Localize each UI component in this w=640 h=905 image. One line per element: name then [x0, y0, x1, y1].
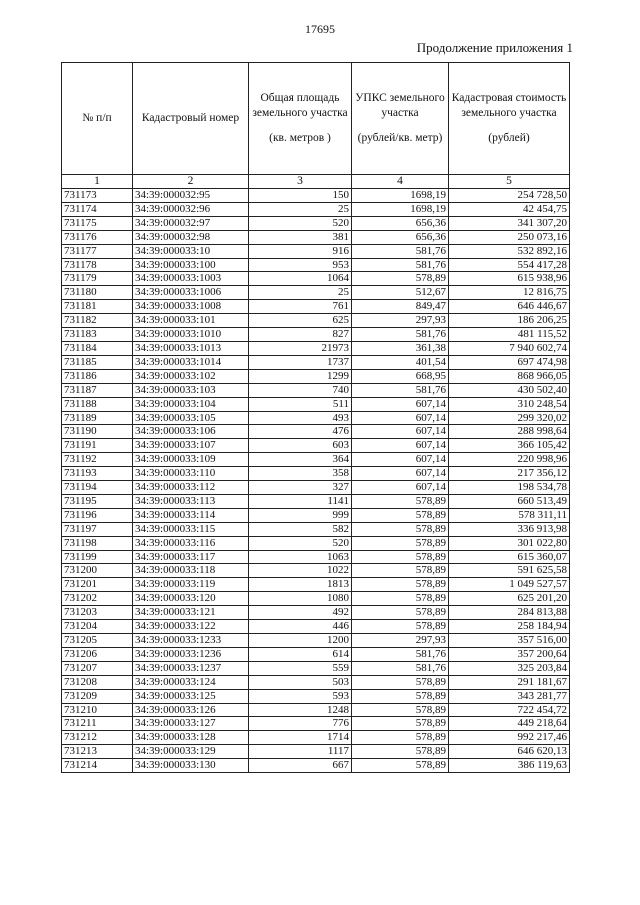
row-number-cell: 731177	[62, 244, 133, 258]
table-row	[62, 425, 570, 439]
table-row	[62, 411, 570, 425]
row-number-cell: 731193	[62, 467, 133, 481]
cadastral-number-cell: 34:39:000033:125	[133, 689, 249, 703]
row-number-cell: 731206	[62, 647, 133, 661]
area-cell: 520	[249, 536, 352, 550]
table-row	[62, 397, 570, 411]
cadastral-cost-cell: 254 728,50	[449, 189, 570, 203]
row-number-cell: 731185	[62, 355, 133, 369]
table-row	[62, 508, 570, 522]
header-upks-unit: (рублей/кв. метр)	[357, 132, 443, 144]
upks-cell: 607,14	[352, 467, 449, 481]
upks-cell: 578,89	[352, 745, 449, 759]
cadastral-cost-cell: 217 356,12	[449, 467, 570, 481]
row-number-cell: 731202	[62, 592, 133, 606]
cadastral-cost-cell: 250 073,16	[449, 230, 570, 244]
cadastral-number-cell: 34:39:000033:130	[133, 759, 249, 773]
table-row	[62, 578, 570, 592]
cadastral-cost-cell: 578 311,11	[449, 508, 570, 522]
area-cell: 358	[249, 467, 352, 481]
header-area-title: Общая площадь земельного участка	[252, 92, 348, 119]
upks-cell: 578,89	[352, 578, 449, 592]
cadastral-number-cell: 34:39:000033:114	[133, 508, 249, 522]
area-cell: 614	[249, 647, 352, 661]
cadastral-number-cell: 34:39:000033:1008	[133, 300, 249, 314]
row-number-cell: 731195	[62, 494, 133, 508]
row-number-cell: 731213	[62, 745, 133, 759]
table-row	[62, 620, 570, 634]
upks-cell: 297,93	[352, 634, 449, 648]
table-row	[62, 675, 570, 689]
cadastral-cost-cell: 554 417,28	[449, 258, 570, 272]
cadastral-cost-cell: 430 502,40	[449, 383, 570, 397]
header-row-number: № п/п	[62, 63, 133, 175]
table-row	[62, 244, 570, 258]
area-cell: 150	[249, 189, 352, 203]
area-cell: 446	[249, 620, 352, 634]
cadastral-cost-cell: 12 816,75	[449, 286, 570, 300]
upks-cell: 607,14	[352, 425, 449, 439]
upks-cell: 578,89	[352, 620, 449, 634]
upks-cell: 578,89	[352, 675, 449, 689]
area-cell: 503	[249, 675, 352, 689]
row-number-cell: 731173	[62, 189, 133, 203]
cadastral-number-cell: 34:39:000033:115	[133, 522, 249, 536]
row-number-cell: 731201	[62, 578, 133, 592]
cadastral-cost-cell: 288 998,64	[449, 425, 570, 439]
upks-cell: 578,89	[352, 522, 449, 536]
upks-cell: 581,76	[352, 647, 449, 661]
upks-cell: 578,89	[352, 592, 449, 606]
cadastral-cost-cell: 722 454,72	[449, 703, 570, 717]
area-cell: 1248	[249, 703, 352, 717]
cadastral-cost-cell: 357 200,64	[449, 647, 570, 661]
upks-cell: 578,89	[352, 731, 449, 745]
cadastral-number-cell: 34:39:000033:120	[133, 592, 249, 606]
table-row	[62, 467, 570, 481]
cadastral-number-cell: 34:39:000033:117	[133, 550, 249, 564]
table-row	[62, 355, 570, 369]
cadastral-number-cell: 34:39:000033:113	[133, 494, 249, 508]
column-number: 4	[352, 175, 449, 189]
area-cell: 1022	[249, 564, 352, 578]
table-row	[62, 550, 570, 564]
table-row	[62, 230, 570, 244]
area-cell: 381	[249, 230, 352, 244]
table-row	[62, 481, 570, 495]
row-number-cell: 731210	[62, 703, 133, 717]
cadastral-number-cell: 34:39:000033:126	[133, 703, 249, 717]
upks-cell: 581,76	[352, 661, 449, 675]
column-number: 1	[62, 175, 133, 189]
table-row	[62, 592, 570, 606]
cadastral-number-cell: 34:39:000033:124	[133, 675, 249, 689]
header-area-unit: (кв. метров )	[269, 132, 331, 144]
table-row	[62, 383, 570, 397]
upks-cell: 578,89	[352, 703, 449, 717]
row-number-cell: 731212	[62, 731, 133, 745]
row-number-cell: 731194	[62, 481, 133, 495]
area-cell: 625	[249, 314, 352, 328]
cadastral-cost-cell: 310 248,54	[449, 397, 570, 411]
row-number-cell: 731207	[62, 661, 133, 675]
cadastral-number-cell: 34:39:000032:96	[133, 202, 249, 216]
cadastral-number-cell: 34:39:000033:127	[133, 717, 249, 731]
row-number-cell: 731179	[62, 272, 133, 286]
cadastral-number-cell: 34:39:000033:129	[133, 745, 249, 759]
table-row	[62, 300, 570, 314]
upks-cell: 581,76	[352, 383, 449, 397]
upks-cell: 361,38	[352, 341, 449, 355]
table-header-row	[62, 63, 570, 175]
cadastral-cost-cell: 615 360,07	[449, 550, 570, 564]
row-number-cell: 731192	[62, 453, 133, 467]
cadastral-cost-cell: 625 201,20	[449, 592, 570, 606]
area-cell: 476	[249, 425, 352, 439]
cadastral-cost-cell: 992 217,46	[449, 731, 570, 745]
area-cell: 327	[249, 481, 352, 495]
area-cell: 21973	[249, 341, 352, 355]
upks-cell: 581,76	[352, 328, 449, 342]
cadastral-number-cell: 34:39:000033:10	[133, 244, 249, 258]
row-number-cell: 731205	[62, 634, 133, 648]
header-cadastral-number: Кадастровый номер	[133, 63, 249, 175]
upks-cell: 578,89	[352, 550, 449, 564]
table-row	[62, 314, 570, 328]
row-number-cell: 731187	[62, 383, 133, 397]
area-cell: 1813	[249, 578, 352, 592]
area-cell: 827	[249, 328, 352, 342]
cadastral-cost-cell: 481 115,52	[449, 328, 570, 342]
row-number-cell: 731204	[62, 620, 133, 634]
cadastral-number-cell: 34:39:000033:1233	[133, 634, 249, 648]
upks-cell: 401,54	[352, 355, 449, 369]
cadastral-cost-cell: 186 206,25	[449, 314, 570, 328]
upks-cell: 1698,19	[352, 202, 449, 216]
row-number-cell: 731176	[62, 230, 133, 244]
cadastral-cost-cell: 660 513,49	[449, 494, 570, 508]
cadastral-number-cell: 34:39:000033:109	[133, 453, 249, 467]
upks-cell: 578,89	[352, 606, 449, 620]
row-number-cell: 731186	[62, 369, 133, 383]
area-cell: 916	[249, 244, 352, 258]
area-cell: 1737	[249, 355, 352, 369]
area-cell: 593	[249, 689, 352, 703]
row-number-cell: 731174	[62, 202, 133, 216]
cadastral-cost-cell: 532 892,16	[449, 244, 570, 258]
cadastral-value-table	[61, 62, 570, 773]
area-cell: 559	[249, 661, 352, 675]
column-number: 2	[133, 175, 249, 189]
cadastral-cost-cell: 386 119,63	[449, 759, 570, 773]
cadastral-cost-cell: 7 940 602,74	[449, 341, 570, 355]
cadastral-cost-cell: 357 516,00	[449, 634, 570, 648]
table-row	[62, 759, 570, 773]
table-row	[62, 216, 570, 230]
area-cell: 603	[249, 439, 352, 453]
upks-cell: 578,89	[352, 564, 449, 578]
upks-cell: 607,14	[352, 453, 449, 467]
area-cell: 1714	[249, 731, 352, 745]
table-row	[62, 286, 570, 300]
table-row	[62, 202, 570, 216]
cadastral-cost-cell: 697 474,98	[449, 355, 570, 369]
cadastral-number-cell: 34:39:000033:100	[133, 258, 249, 272]
area-cell: 1299	[249, 369, 352, 383]
upks-cell: 578,89	[352, 494, 449, 508]
cadastral-number-cell: 34:39:000032:97	[133, 216, 249, 230]
upks-cell: 607,14	[352, 397, 449, 411]
cadastral-cost-cell: 258 184,94	[449, 620, 570, 634]
row-number-cell: 731196	[62, 508, 133, 522]
upks-cell: 1698,19	[352, 189, 449, 203]
table-row	[62, 606, 570, 620]
table-row	[62, 689, 570, 703]
cadastral-number-cell: 34:39:000033:1236	[133, 647, 249, 661]
cadastral-number-cell: 34:39:000033:110	[133, 467, 249, 481]
cadastral-cost-cell: 341 307,20	[449, 216, 570, 230]
cadastral-cost-cell: 868 966,05	[449, 369, 570, 383]
area-cell: 492	[249, 606, 352, 620]
cadastral-number-cell: 34:39:000033:103	[133, 383, 249, 397]
header-upks	[352, 63, 449, 175]
cadastral-number-cell: 34:39:000032:95	[133, 189, 249, 203]
area-cell: 1141	[249, 494, 352, 508]
area-cell: 667	[249, 759, 352, 773]
row-number-cell: 731184	[62, 341, 133, 355]
cadastral-cost-cell: 366 105,42	[449, 439, 570, 453]
row-number-cell: 731200	[62, 564, 133, 578]
table-row	[62, 634, 570, 648]
cadastral-cost-cell: 615 938,96	[449, 272, 570, 286]
row-number-cell: 731189	[62, 411, 133, 425]
table-row	[62, 439, 570, 453]
cadastral-cost-cell: 325 203,84	[449, 661, 570, 675]
row-number-cell: 731203	[62, 606, 133, 620]
upks-cell: 578,89	[352, 272, 449, 286]
upks-cell: 607,14	[352, 411, 449, 425]
area-cell: 1080	[249, 592, 352, 606]
cadastral-cost-cell: 449 218,64	[449, 717, 570, 731]
header-cadastral-cost	[449, 63, 570, 175]
table-row	[62, 647, 570, 661]
area-cell: 582	[249, 522, 352, 536]
cadastral-number-cell: 34:39:000033:101	[133, 314, 249, 328]
table-row	[62, 661, 570, 675]
page-number: 17695	[305, 22, 335, 36]
upks-cell: 297,93	[352, 314, 449, 328]
column-number: 3	[249, 175, 352, 189]
cadastral-number-cell: 34:39:000033:128	[133, 731, 249, 745]
cadastral-number-cell: 34:39:000033:121	[133, 606, 249, 620]
cadastral-cost-cell: 591 625,58	[449, 564, 570, 578]
cadastral-number-cell: 34:39:000033:105	[133, 411, 249, 425]
cadastral-number-cell: 34:39:000033:1013	[133, 341, 249, 355]
row-number-cell: 731199	[62, 550, 133, 564]
table-row	[62, 564, 570, 578]
area-cell: 776	[249, 717, 352, 731]
cadastral-number-cell: 34:39:000033:1006	[133, 286, 249, 300]
table-row	[62, 731, 570, 745]
area-cell: 511	[249, 397, 352, 411]
table-row	[62, 328, 570, 342]
table-row	[62, 536, 570, 550]
cadastral-number-cell: 34:39:000033:106	[133, 425, 249, 439]
upks-cell: 578,89	[352, 717, 449, 731]
area-cell: 493	[249, 411, 352, 425]
cadastral-cost-cell: 284 813,88	[449, 606, 570, 620]
cadastral-cost-cell: 1 049 527,57	[449, 578, 570, 592]
table-row	[62, 369, 570, 383]
appendix-continuation-note: Продолжение приложения 1	[416, 40, 573, 55]
row-number-cell: 731183	[62, 328, 133, 342]
upks-cell: 607,14	[352, 439, 449, 453]
row-number-cell: 731175	[62, 216, 133, 230]
cadastral-number-cell: 34:39:000033:104	[133, 397, 249, 411]
table-row	[62, 522, 570, 536]
area-cell: 1117	[249, 745, 352, 759]
table-row	[62, 703, 570, 717]
cadastral-cost-cell: 198 534,78	[449, 481, 570, 495]
area-cell: 25	[249, 202, 352, 216]
table-row	[62, 189, 570, 203]
upks-cell: 849,47	[352, 300, 449, 314]
cadastral-cost-cell: 301 022,80	[449, 536, 570, 550]
area-cell: 25	[249, 286, 352, 300]
cadastral-cost-cell: 42 454,75	[449, 202, 570, 216]
cadastral-number-cell: 34:39:000033:107	[133, 439, 249, 453]
header-cost-title: Кадастровая стоимость земельного участка	[451, 92, 567, 119]
table-body	[62, 189, 570, 773]
table-row	[62, 453, 570, 467]
cadastral-number-cell: 34:39:000033:1014	[133, 355, 249, 369]
cadastral-number-cell: 34:39:000033:102	[133, 369, 249, 383]
cadastral-number-cell: 34:39:000033:1237	[133, 661, 249, 675]
area-cell: 520	[249, 216, 352, 230]
area-cell: 1063	[249, 550, 352, 564]
table-row	[62, 272, 570, 286]
header-cost-unit: (рублей)	[488, 132, 530, 144]
cadastral-number-cell: 34:39:000033:1010	[133, 328, 249, 342]
cadastral-number-cell: 34:39:000033:112	[133, 481, 249, 495]
row-number-cell: 731208	[62, 675, 133, 689]
table-row	[62, 494, 570, 508]
cadastral-number-cell: 34:39:000033:116	[133, 536, 249, 550]
cadastral-number-cell: 34:39:000033:118	[133, 564, 249, 578]
upks-cell: 607,14	[352, 481, 449, 495]
cadastral-number-cell: 34:39:000033:1003	[133, 272, 249, 286]
row-number-cell: 731188	[62, 397, 133, 411]
row-number-cell: 731214	[62, 759, 133, 773]
upks-cell: 578,89	[352, 759, 449, 773]
row-number-cell: 731198	[62, 536, 133, 550]
area-cell: 740	[249, 383, 352, 397]
cadastral-number-cell: 34:39:000032:98	[133, 230, 249, 244]
area-cell: 364	[249, 453, 352, 467]
upks-cell: 512,67	[352, 286, 449, 300]
row-number-cell: 731209	[62, 689, 133, 703]
area-cell: 1064	[249, 272, 352, 286]
cadastral-cost-cell: 299 320,02	[449, 411, 570, 425]
area-cell: 999	[249, 508, 352, 522]
row-number-cell: 731211	[62, 717, 133, 731]
cadastral-cost-cell: 646 620,13	[449, 745, 570, 759]
upks-cell: 581,76	[352, 258, 449, 272]
cadastral-number-cell: 34:39:000033:119	[133, 578, 249, 592]
upks-cell: 581,76	[352, 244, 449, 258]
cadastral-cost-cell: 220 998,96	[449, 453, 570, 467]
upks-cell: 578,89	[352, 508, 449, 522]
cadastral-cost-cell: 291 181,67	[449, 675, 570, 689]
cadastral-cost-cell: 336 913,98	[449, 522, 570, 536]
upks-cell: 578,89	[352, 689, 449, 703]
cadastral-cost-cell: 343 281,77	[449, 689, 570, 703]
cadastral-number-cell: 34:39:000033:122	[133, 620, 249, 634]
table-row	[62, 258, 570, 272]
row-number-cell: 731178	[62, 258, 133, 272]
area-cell: 1200	[249, 634, 352, 648]
upks-cell: 578,89	[352, 536, 449, 550]
upks-cell: 656,36	[352, 230, 449, 244]
column-number: 5	[449, 175, 570, 189]
table-row	[62, 717, 570, 731]
row-number-cell: 731180	[62, 286, 133, 300]
table-row	[62, 745, 570, 759]
row-number-cell: 731182	[62, 314, 133, 328]
cadastral-cost-cell: 646 446,67	[449, 300, 570, 314]
header-area	[249, 63, 352, 175]
row-number-cell: 731190	[62, 425, 133, 439]
row-number-cell: 731197	[62, 522, 133, 536]
area-cell: 953	[249, 258, 352, 272]
table-row	[62, 341, 570, 355]
column-number-row	[62, 175, 570, 189]
upks-cell: 656,36	[352, 216, 449, 230]
row-number-cell: 731191	[62, 439, 133, 453]
area-cell: 761	[249, 300, 352, 314]
header-upks-title: УПКС земельного участка	[355, 92, 445, 119]
upks-cell: 668,95	[352, 369, 449, 383]
row-number-cell: 731181	[62, 300, 133, 314]
